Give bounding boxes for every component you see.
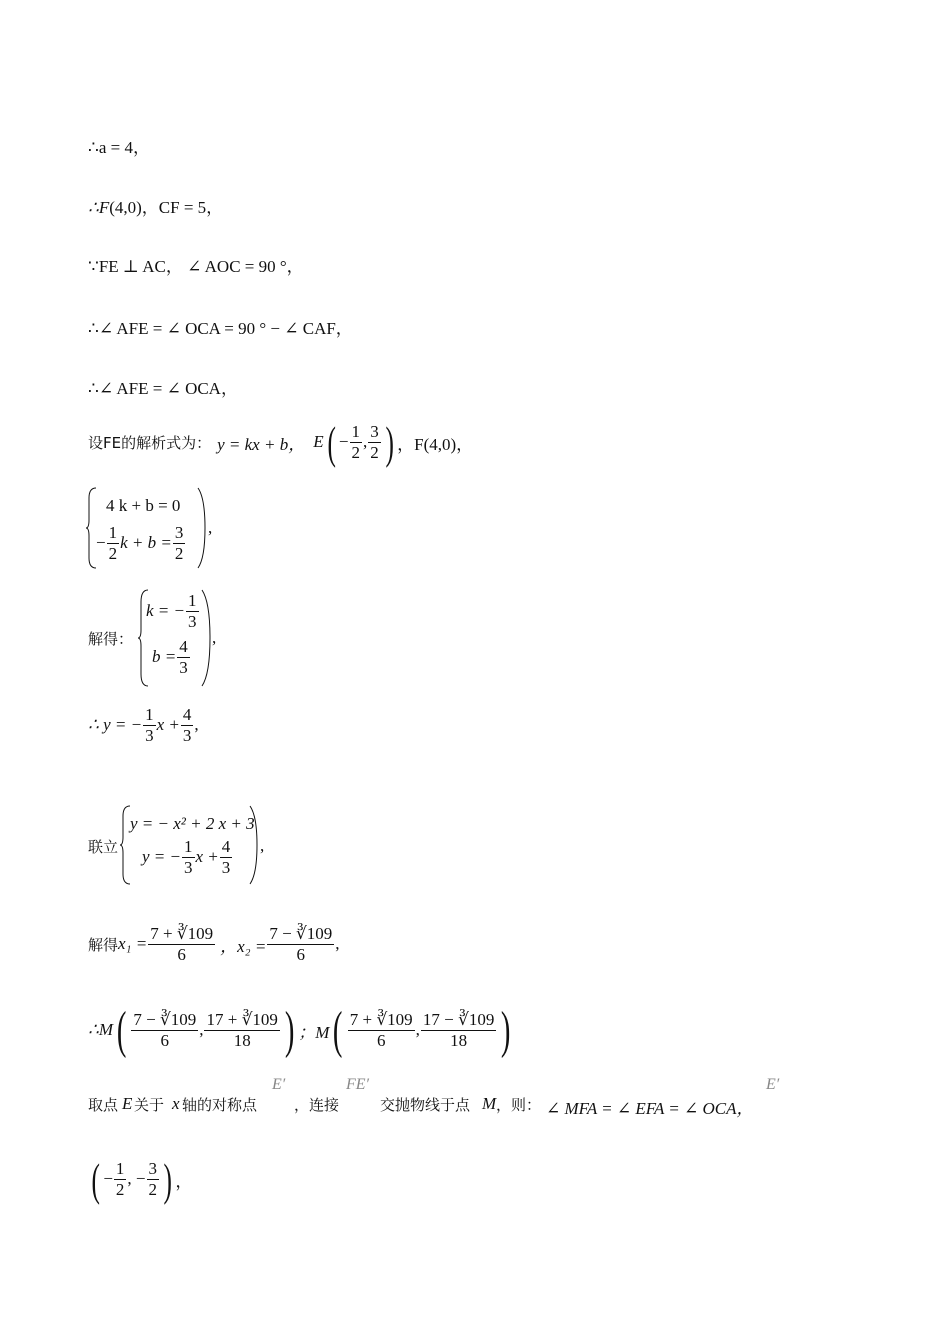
text: ∴∠ AFE = ∠ OCA = 90 ° − ∠ CAF，	[88, 319, 353, 338]
joint-label: 联立	[88, 838, 119, 856]
line-a-equals-4	[88, 133, 150, 158]
sol-k: k = − $\frac{1}{3}$	[146, 591, 197, 631]
sys1-row2: − $\frac{1}{2}$ k + b = $\frac{3}{2}$	[96, 523, 184, 563]
line-FE-perp	[88, 252, 304, 277]
text: ∴∠ AFE = ∠ OCA，	[88, 379, 238, 398]
equation-system-1: 4 k + b = 0 − $\frac{1}{2}$ k + b = $\frac{3}{2}$ ,	[86, 486, 226, 570]
joint-row1: y = − x² + 2 x + 3	[130, 814, 255, 833]
sys1-row1: 4 k + b = 0	[106, 496, 181, 515]
line-F-coord	[88, 193, 223, 218]
line-angle-eq	[88, 314, 353, 339]
text-F2: ，F	[397, 434, 424, 454]
line-x-roots: 解得 x₁ = $\frac{7 + ∛109}{6}$ ，x₂ = $\frac{7 - ∛109}{6}$ ,	[88, 923, 340, 964]
solve-label: 解得：	[88, 630, 134, 648]
line-FE-formula: 设FE的解析式为： y = kx + b， E ( − $\frac{1}{2}$ , $\frac{3}{2}$ ) ，F (4,0)，	[88, 416, 474, 468]
line-M-points: ∴M ( $\frac{7 - ∛109}{6}$ , $\frac{17 + ∛109}{18}$ ) ；M ( $\frac{7 + ∛109}{6}$ , $\frac{17 - ∛109}{18}$ )	[88, 1001, 511, 1059]
text-E: E	[313, 432, 324, 451]
text-angle-aoc: ∠ AOC = 90 °，	[187, 257, 304, 276]
joint-row2: y = − $\frac{1}{3}$ x + $\frac{4}{3}$	[142, 837, 231, 877]
line-FE-result: ∴ y = − $\frac{1}{3}$ x + $\frac{4}{3}$ ,	[88, 704, 199, 745]
text-eq: y = kx + b，	[217, 434, 306, 454]
line-Eprime-coord: ( − $\frac{1}{2}$ , − $\frac{3}{2}$ ) ，	[91, 1153, 193, 1205]
text-CF: ，CF = 5，	[141, 198, 224, 217]
sol-b: b = $\frac{4}{3}$	[152, 637, 188, 677]
line-angle-conclusion	[88, 374, 238, 399]
right-paren: )	[385, 416, 394, 468]
coord-F2: (4,0)，	[423, 434, 474, 454]
text: ∴a = 4，	[88, 138, 150, 157]
left-paren: (	[327, 416, 336, 468]
text-perp: ∵FE ⊥ AC，	[88, 257, 183, 276]
joint-system: 联立 y = − x² + 2 x + 3 y = − $\frac{1}{3}$ x + $\frac{4}{3}$ ,	[88, 804, 288, 886]
solution-k-b: 解得： k = − $\frac{1}{3}$ b = $\frac{4}{3}$ ,	[88, 588, 248, 688]
text-F: ∴F	[88, 198, 110, 217]
text-prefix: 设FE的解析式为：	[88, 433, 212, 452]
coord-F: (4,0)	[109, 198, 142, 217]
